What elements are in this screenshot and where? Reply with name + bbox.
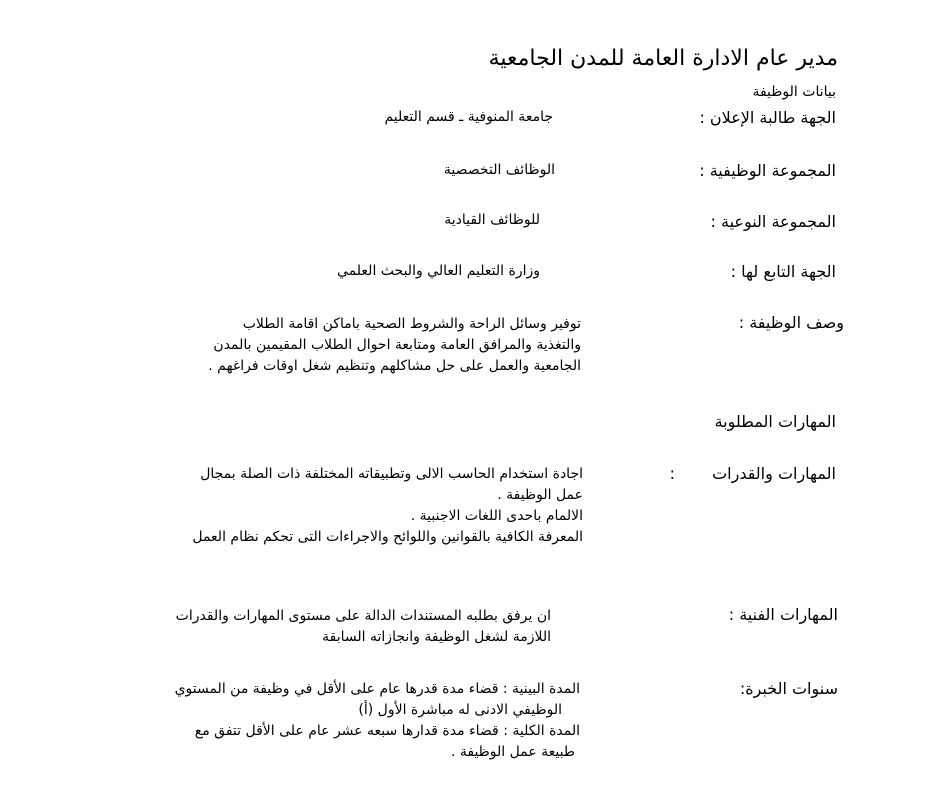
technical-line: اللازمة لشغل الوظيفة وانجازاته السابقة <box>322 629 551 645</box>
experience-text <box>175 679 580 763</box>
job-group-label: المجموعة الوظيفية : <box>699 161 836 180</box>
skills-text <box>192 464 583 548</box>
experience-line: الوظيفي الادنى له مباشرة الأول (أ) <box>358 702 562 718</box>
technical-text <box>176 606 551 648</box>
description-line: والتغذية والمرافق العامة ومتابعة احوال الطلاب المقيمين بالمدن <box>213 337 581 353</box>
technical-label: المهارات الفنية : <box>728 605 838 624</box>
skills-line: المعرفة الكافية بالقوانين واللوائح والاجراءات التى تحكم نظام العمل <box>192 529 583 545</box>
type-group-label: المجموعة النوعية : <box>710 212 836 231</box>
description-line: الجامعية والعمل على حل مشاكلهم وتنظيم شغل اوقات فراغهم . <box>208 358 581 374</box>
skills-line: الالمام باحدى اللغات الاجنبية . <box>410 508 583 524</box>
skills-line: عمل الوظيفة . <box>497 487 583 503</box>
job-group-value: الوظائف التخصصية <box>443 162 555 178</box>
experience-line: المدة البينية : قضاء مدة قدرها عام على الأقل في وظيفة من المستوي <box>174 681 580 697</box>
description-label: وصف الوظيفة : <box>738 313 844 332</box>
description-text <box>208 314 581 377</box>
technical-line: ان يرفق بطلبه المستندات الدالة على مستوى المهارات والقدرات <box>175 608 551 624</box>
advertiser-value: جامعة المنوفية ـ قسم التعليم <box>384 109 553 125</box>
affiliation-label: الجهة التابع لها : <box>730 262 836 281</box>
page-title: مدير عام الادارة العامة للمدن الجامعية <box>488 46 838 71</box>
description-line: توفير وسائل الراحة والشروط الصحية باماكن اقامة الطلاب <box>242 316 581 332</box>
type-group-value: للوظائف القيادية <box>444 212 540 228</box>
advertiser-label: الجهة طالبة الإعلان : <box>699 108 836 127</box>
experience-line: المدة الكلية : قضاء مدة قدارها سبعه عشر عام على الأقل تتفق مع <box>194 723 580 739</box>
page-subtitle: بيانات الوظيفة <box>752 84 836 100</box>
skills-line: اجادة استخدام الحاسب الالى وتطبيقاته المختلفة ذات الصلة بمجال <box>200 466 583 482</box>
experience-line: طبيعة عمل الوظيفة . <box>450 744 575 760</box>
skills-colon: : <box>669 464 675 483</box>
experience-label: سنوات الخبرة: <box>739 679 838 698</box>
skills-section-title: المهارات المطلوبة <box>714 412 836 431</box>
affiliation-value: وزارة التعليم العالي والبحث العلمي <box>337 263 540 279</box>
skills-label: المهارات والقدرات <box>712 464 836 483</box>
